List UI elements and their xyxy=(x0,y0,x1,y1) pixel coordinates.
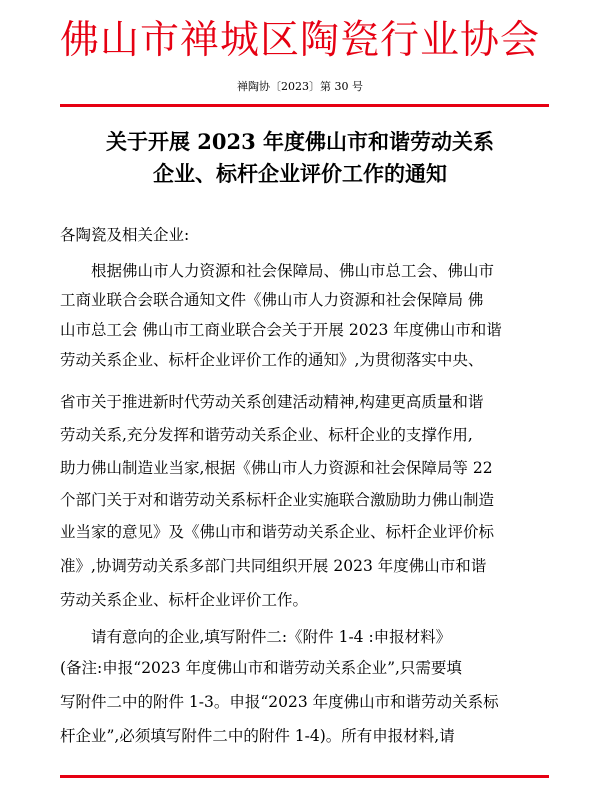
body-line: 工商业联合会联合通知文件《佛山市人力资源和社会保障局 佛 xyxy=(60,291,484,309)
body-line: 助力佛山制造业当家,根据《佛山市人力资源和社会保障局等 22 xyxy=(60,459,493,477)
body-line: 山市总工会 佛山市工商业联合会关于开展 2023 年度佛山市和谐 xyxy=(60,321,502,339)
footer-divider xyxy=(60,775,549,778)
body-line: 劳动关系企业、标杆企业评价工作。 xyxy=(60,591,309,609)
body-line: 准》,协调劳动关系多部门共同组织开展 2023 年度佛山市和谐 xyxy=(60,557,487,575)
body-line: 劳动关系,充分发挥和谐劳动关系企业、标杆企业的支撑作用, xyxy=(60,426,473,444)
document-number: 禅陶协〔2023〕第 30 号 xyxy=(237,80,363,93)
organization-title: 佛山市禅城区陶瓷行业协会 xyxy=(59,18,540,63)
body-line: 劳动关系企业、标杆企业评价工作的通知》,为贯彻落实中央、 xyxy=(60,351,484,369)
notice-title-line-1: 关于开展 2023 年度佛山市和谐劳动关系 xyxy=(105,129,495,154)
body-line: 省市关于推进新时代劳动关系创建活动精神,构建更高质量和谐 xyxy=(60,393,484,411)
body-line: 请有意向的企业,填写附件二:《附件 1-4 :申报材料》 xyxy=(91,628,452,646)
header-divider xyxy=(60,104,549,107)
body-line: 个部门关于对和谐劳动关系标杆企业实施联合激励助力佛山制造 xyxy=(60,491,495,509)
notice-title-line-2: 企业、标杆企业评价工作的通知 xyxy=(153,161,447,186)
body-line: 业当家的意见》及《佛山市和谐劳动关系企业、标杆企业评价标 xyxy=(60,523,495,541)
body-line: 杆企业”,必须填写附件二中的附件 1-4)。所有申报材料,请 xyxy=(60,727,455,745)
salutation: 各陶瓷及相关企业: xyxy=(60,226,190,244)
body-line: 根据佛山市人力资源和社会保障局、佛山市总工会、佛山市 xyxy=(91,262,495,280)
body-line: 写附件二中的附件 1-3。申报“2023 年度佛山市和谐劳动关系标 xyxy=(60,693,499,711)
body-line: (备注:申报“2023 年度佛山市和谐劳动关系企业”,只需要填 xyxy=(60,659,462,677)
